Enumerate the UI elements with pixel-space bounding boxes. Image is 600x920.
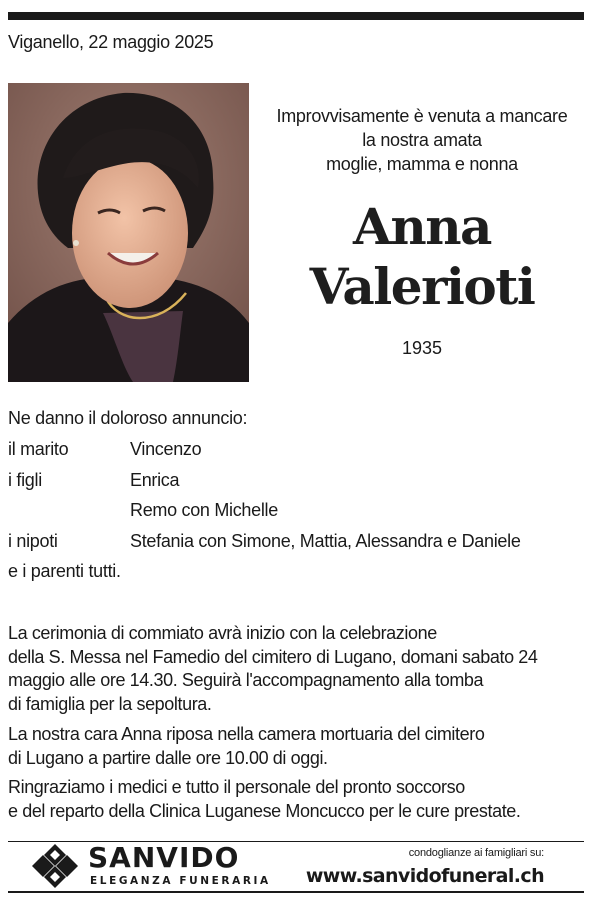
intro-text [252,104,592,176]
family-names: Enrica [130,469,180,490]
paragraph-line: maggio alle ore 14.30. Seguirà l'accompagnamento alla tomba [8,670,484,690]
deceased-last-name: Valerioti [309,257,535,316]
birth-year: 1935 [401,338,443,358]
family-relation: i nipoti [8,530,58,551]
brand-name: SANVIDO [88,841,240,874]
portrait-photo [8,83,249,382]
paragraph-line: e del reparto della Clinica Luganese Moncucco per le cure prestate. [8,800,521,821]
family-names: Stefania con Simone, Mattia, Alessandra e Daniele [130,530,521,551]
family-row [8,529,588,560]
closing-line: e i parenti tutti. [8,561,121,581]
family-names: Vincenzo [130,439,202,459]
family-row [8,468,588,499]
intro-line: moglie, mamma e nonna [326,154,518,174]
sanvido-logo-icon [32,844,78,888]
family-list [8,437,588,559]
family-relation: il marito [8,439,69,459]
family-row [8,498,588,529]
paragraph-line: La cerimonia di commiato avrà inizio con la celebrazione [8,623,437,643]
paragraph-line: di famiglia per la sepoltura. [8,693,212,714]
paragraph-line: La nostra cara Anna riposa nella camera mortuaria del cimitero [8,724,485,744]
intro-line: la nostra amata [362,130,482,150]
family-names: Remo con Michelle [130,500,278,520]
bottom-rule [8,891,584,893]
brand-tagline: ELEGANZA FUNERARIA [90,875,271,887]
paragraph-line: della S. Messa nel Famedio del cimitero di Lugano, domani sabato 24 [8,646,538,667]
deceased-first-name: Anna [353,197,491,256]
ceremony-paragraph [8,622,588,716]
dateline: Viganello, 22 maggio 2025 [8,32,214,52]
top-rule [8,12,584,20]
announcement-lead: Ne danno il doloroso annuncio: [8,408,248,428]
website-link[interactable]: www.sanvidofuneral.ch [305,865,544,887]
paragraph-line: di Lugano a partire dalle ore 10.00 di oggi. [8,747,328,768]
intro-line: Improvvisamente è venuta a mancare [276,106,568,126]
rest-paragraph [8,723,588,770]
thanks-paragraph [8,776,588,823]
family-relation: i figli [8,469,42,490]
family-row [8,437,588,468]
paragraph-line: Ringraziamo i medici e tutto il personale del pronto soccorso [8,777,465,797]
condolences-label: condoglianze ai famigliari su: [408,847,544,859]
